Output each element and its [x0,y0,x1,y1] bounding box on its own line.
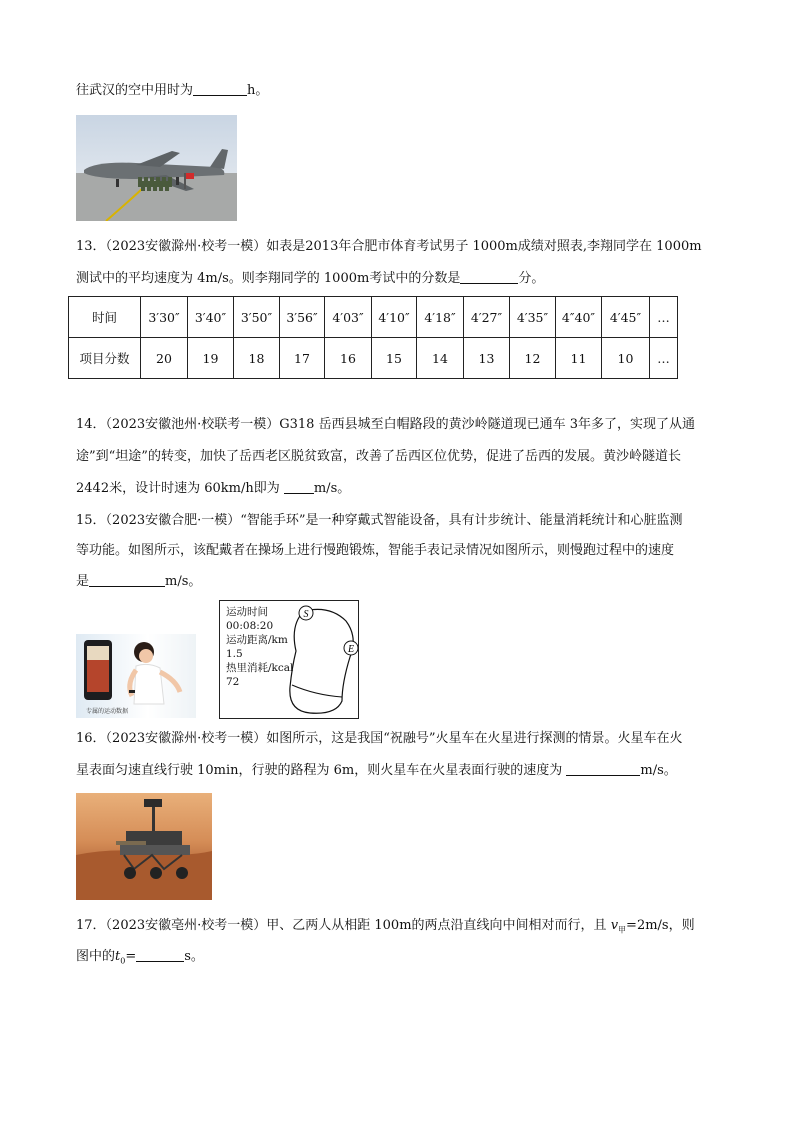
table-cell: 11 [556,338,602,379]
transport-plane-photo [76,115,237,221]
q15-line3 [76,574,201,590]
table-cell: … [650,297,678,338]
q12-tail-text: 往武汉的空中用时为 [76,83,194,98]
q14-answer-blank[interactable] [284,481,314,494]
table-cell: 16 [325,338,372,379]
table-cell: 15 [372,338,417,379]
q15-line3-text: 是 [76,574,90,589]
table-cell: 10 [602,338,650,379]
q15-unit: m/s。 [165,574,202,589]
q17-line2-text: 图中的 [76,949,116,964]
run-distance-value: 1.5 [226,648,243,660]
table-cell: 4′35″ [510,297,556,338]
q17-line1 [76,918,695,939]
table-cell: 4′10″ [372,297,417,338]
table-cell: 14 [417,338,464,379]
q13-line2 [76,271,544,287]
q15-line1: 15．（2023安徽合肥·一模）“智能手环”是一种穿戴式智能设备，具有计步统计、能量消耗统计和心脏监测 [76,513,683,528]
table-cell: 3′40″ [188,297,234,338]
score-table [68,296,678,379]
q17-answer-blank[interactable] [136,949,184,962]
table-header-score: 项目分数 [69,338,141,379]
table-cell: 4′27″ [464,297,510,338]
table-cell: 4″40″ [556,297,602,338]
transport-plane-illustration [76,115,237,221]
q14-line2: 途”到“坦途”的转变，加快了岳西老区脱贫致富，改善了岳西区位优势，促进了岳西的发展。黄沙岭隧道长 [76,449,681,464]
q14-line3-text: 2442米，设计时速为 60km/h即为 [76,481,280,496]
q17-line2 [76,949,204,970]
table-cell: 3′56″ [280,297,325,338]
table-cell: 4′45″ [602,297,650,338]
q17-equals: = [125,949,137,964]
q17-line1-end: =2m/s，则 [626,918,695,933]
q13-line1: 13．（2023安徽滁州·校考一模）如表是2013年合肥市体育考试男子 1000m成绩对照表,李翔同学在 1000m [76,239,702,254]
table-cell: 20 [141,338,188,379]
calorie-value: 72 [226,676,240,688]
q16-line2 [76,763,677,779]
table-cell: … [650,338,678,379]
q15-answer-blank[interactable] [89,574,165,587]
time-subscript: 0 [120,956,126,966]
q16-line2-text: 星表面匀速直线行驶 10min，行驶的路程为 6m，则火星车在火星表面行驶的速度为 [76,763,563,778]
time-symbol: t [115,949,121,964]
q13-line2-end: 分。 [518,271,545,286]
q13-answer-blank[interactable] [460,271,518,284]
q16-unit: m/s。 [640,763,677,778]
table-cell: 3′50″ [234,297,280,338]
q17-line1-text: 17．（2023安徽亳州·校考一模）甲、乙两人从相距 100m的两点沿直线向中间相对而行，且 [76,918,607,933]
q12-tail-line [76,83,268,99]
table-cell: 19 [188,338,234,379]
q14-line3 [76,481,350,497]
end-marker: E [347,644,355,655]
table-cell: 13 [464,338,510,379]
table-cell: 18 [234,338,280,379]
table-header-time: 时间 [69,297,141,338]
q17-unit: s。 [184,949,204,964]
run-time-label: 运动时间 [226,606,268,618]
table-row-time [69,297,678,338]
q14-unit: m/s。 [313,481,351,496]
q12-unit: h。 [247,83,269,98]
start-marker: S [303,609,309,620]
table-cell: 17 [280,338,325,379]
table-cell: 4′03″ [325,297,372,338]
mars-rover-photo [76,793,212,900]
q13-line2-text: 测试中的平均速度为 4m/s。则李翔同学的 1000m考试中的分数是 [76,271,461,286]
table-cell: 4′18″ [417,297,464,338]
track-route-diagram [220,601,358,718]
table-cell: 3′30″ [141,297,188,338]
runner-smartband-photo [76,634,196,718]
velocity-symbol: v [610,918,619,933]
smartband-data-panel [219,600,359,719]
q16-answer-blank[interactable] [566,763,640,776]
table-cell: 12 [510,338,556,379]
q14-line1: 14．（2023安徽池州·校联考一模）G318 岳西县城至白帽路段的黄沙岭隧道现已通车 3年多了，实现了从通 [76,417,695,432]
q12-answer-blank[interactable] [193,83,247,96]
mars-rover-illustration [76,793,212,900]
q15-line2: 等功能。如图所示，该配戴者在操场上进行慢跑锻炼，智能手表记录情况如图所示，则慢跑过程中的速度 [76,543,675,558]
run-time-value: 00:08:20 [226,620,274,632]
run-distance-label: 运动距离/km [226,634,288,646]
table-row-score [69,338,678,379]
velocity-subscript: 甲 [618,925,627,935]
phone-caption: 专属的运动数据 [86,708,129,715]
q16-line1: 16．（2023安徽滁州·校考一模）如图所示，这是我国“祝融号”火星车在火星进行探测的情景。火星车在火 [76,731,683,746]
calorie-label: 热里消耗/kcal [226,662,294,674]
